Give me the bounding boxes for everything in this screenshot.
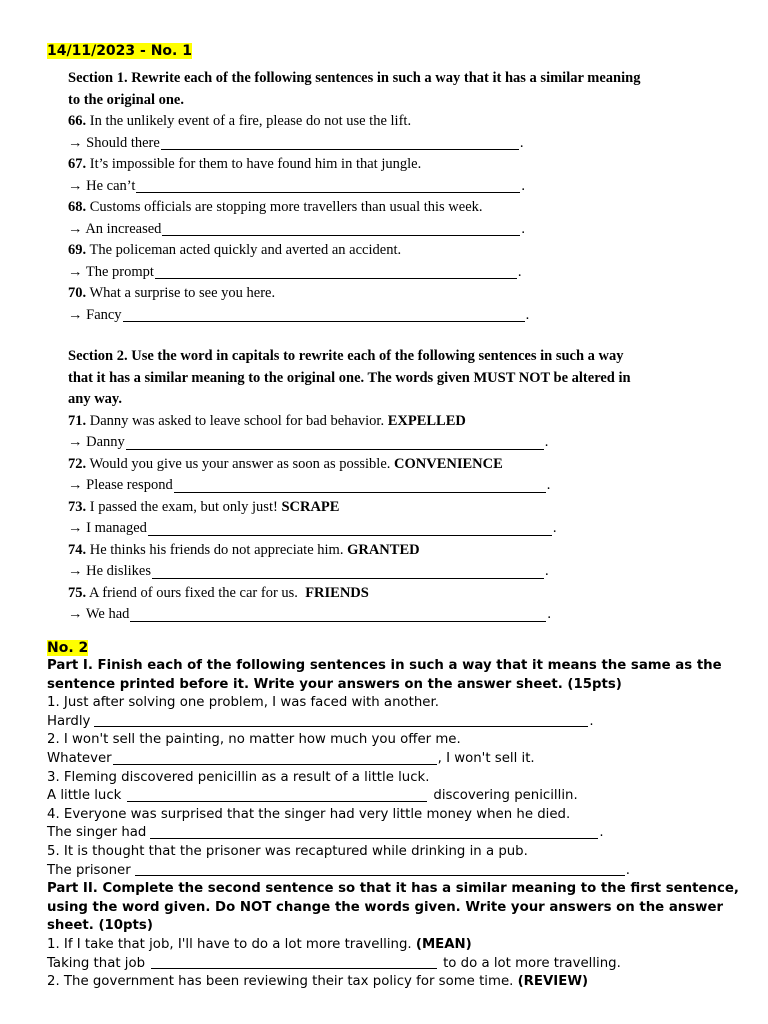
question-69: 69. The policeman acted quickly and averted an accident.	[68, 242, 402, 258]
part1-question-5: 5. It is thought that the prisoner was recaptured while drinking in a pub.	[47, 843, 528, 859]
no2-heading	[47, 638, 88, 658]
date-highlight: 14/11/2023 - No. 1	[47, 43, 192, 59]
no2-part1	[47, 657, 739, 992]
question-75: 75. A friend of ours fixed the car for us. FRIENDS	[68, 584, 369, 601]
question-72: 72. Would you give us your answer as soon as possible. CONVENIENCE	[68, 455, 503, 472]
section1-title-line2: to the original one.	[68, 91, 184, 108]
question-71: 71. Danny was asked to leave school for bad behavior. EXPELLED	[68, 412, 466, 429]
question-67: 67. It’s impossible for them to have found him in that jungle.	[68, 156, 422, 172]
answer-75: → We had .	[68, 606, 552, 622]
answer-blank[interactable]	[155, 265, 517, 279]
no2-highlight: No. 2	[47, 640, 89, 656]
question-68: 68. Customs officials are stopping more travellers than usual this week.	[68, 199, 483, 215]
answer-blank[interactable]	[126, 436, 544, 450]
section2-title-line2: that it has a similar meaning to the original one. The words given MUST NOT be altered in	[68, 369, 631, 386]
part1-question-2: 2. I won't sell the painting, no matter how much you offer me.	[47, 732, 461, 748]
keyword: SCRAPE	[281, 498, 340, 515]
answer-blank[interactable]	[123, 308, 525, 322]
section2-title-line1: Section 2. Use the word in capitals to rewrite each of the following sentences in such a way	[68, 348, 624, 364]
date-heading	[47, 41, 192, 61]
answer-68: → An increased .	[68, 220, 526, 237]
answer-blank[interactable]	[136, 179, 520, 193]
keyword: GRANTED	[347, 541, 420, 558]
answer-blank[interactable]	[135, 863, 625, 876]
answer-66: → Should there .	[68, 134, 524, 151]
answer-73: → I managed .	[68, 520, 557, 536]
part2-title-line1: Part II. Complete the second sentence so that it has a similar meaning to the first sentence,	[47, 881, 739, 897]
answer-blank[interactable]	[162, 222, 520, 236]
keyword: (MEAN)	[415, 936, 472, 952]
answer-blank[interactable]	[127, 789, 427, 802]
answer-blank[interactable]	[130, 608, 546, 622]
keyword: FRIENDS	[305, 584, 369, 601]
answer-blank[interactable]	[94, 714, 588, 727]
part1-question-4: 4. Everyone was surprised that the singer had very little money when he died.	[47, 806, 571, 822]
question-66: 66. In the unlikely event of a fire, please do not use the lift.	[68, 113, 412, 129]
answer-67: → He can’t .	[68, 177, 525, 194]
part1-title-line2: sentence printed before it. Write your answers on the answer sheet. (15pts)	[47, 676, 622, 692]
part1-title-line1: Part I. Finish each of the following sentences in such a way that it means the same as the	[47, 658, 722, 673]
part2-title-line2: using the word given. Do NOT change the words given. Write your answers on the answer	[47, 899, 724, 915]
section1-title-line1: Section 1. Rewrite each of the following sentences in such a way that it has a similar meaning	[68, 70, 641, 86]
answer-blank[interactable]	[161, 136, 519, 150]
part2-answer-1: Taking that job to do a lot more travelling.	[47, 955, 621, 971]
part1-answer-2: Whatever , I won't sell it.	[47, 750, 535, 766]
section1	[68, 68, 708, 326]
answer-70: → Fancy .	[68, 306, 530, 323]
question-74: 74. He thinks his friends do not appreciate him. GRANTED	[68, 541, 420, 558]
part1-answer-5: The prisoner .	[47, 862, 630, 878]
answer-blank[interactable]	[152, 565, 544, 579]
part1-question-3: 3. Fleming discovered penicillin as a result of a little luck.	[47, 769, 430, 785]
part1-answer-3: A little luck discovering penicillin.	[47, 788, 578, 804]
answer-blank[interactable]	[150, 826, 598, 839]
part1-answer-1: Hardly .	[47, 713, 594, 729]
part1-answer-4: The singer had .	[47, 825, 604, 841]
section2	[68, 346, 708, 626]
question-73: 73. I passed the exam, but only just! SCRAPE	[68, 498, 340, 515]
part2-question-1: 1. If I take that job, I'll have to do a lot more travelling. (MEAN)	[47, 936, 472, 952]
answer-74: → He dislikes .	[68, 563, 549, 579]
answer-71: → Danny .	[68, 434, 549, 450]
part2-question-2: 2. The government has been reviewing their tax policy for some time. (REVIEW)	[47, 974, 589, 990]
section2-title-line3: any way.	[68, 391, 122, 407]
answer-blank[interactable]	[174, 479, 546, 493]
answer-blank[interactable]	[148, 522, 552, 536]
answer-72: → Please respond .	[68, 477, 551, 493]
part2-title-line3: sheet. (10pts)	[47, 918, 153, 934]
answer-blank[interactable]	[151, 956, 437, 969]
part1-question-1: 1. Just after solving one problem, I was faced with another.	[47, 695, 439, 711]
keyword: (REVIEW)	[517, 974, 589, 990]
answer-blank[interactable]	[113, 752, 437, 765]
answer-69: → The prompt .	[68, 263, 522, 280]
keyword: EXPELLED	[387, 412, 466, 429]
question-70: 70. What a surprise to see you here.	[68, 285, 276, 301]
keyword: CONVENIENCE	[394, 455, 503, 472]
